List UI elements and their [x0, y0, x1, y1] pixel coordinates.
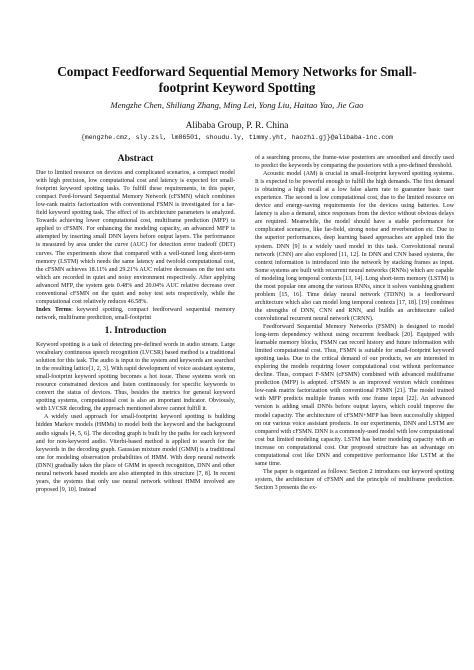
intro-paragraph-4: Acoustic model (AM) is crucial in small-footprint keyword spotting systems. It is expected to be powerful enough to fulfill the high demands. The first demand is obtaining a high recall at a low false alarm rate to guarantee basic user experience. The second is low computational cost, due to the limited resource on device and energy-saving requirements for the devices using batteries. Low latency is also a demand, since responses from the device without obvious delays are required. Meanwhile, the model should have a stable performance for complicated scenarios, like far-field, strong noise and reverberation etc. Due to the superior performances, deep learning based approaches are applied into the system. DNN [9] is a widely used model in this task. Convolutional neural network (CNN) are also explored [11, 12]. In DNN and CNN based systems, the context information is introduced into the network by stacking frames as input. Some systems are built with recurrent neural networks (RNNs) which are capable of modeling long temporal contexts [13, 14]. Long short-term memory (LSTM) is the most popular one among the various RNNs, since it solves vanishing gradient problem [15, 16]. Time delay neural network (TDNN) is a feedforward architecture which also can model long temporal contexts [17, 18]. [19] combines the strengths of DNN, CNN and RNN, and builds an architecture called convolutional recurrent neural network (CRNN).: [255, 171, 454, 322]
intro-paragraph-1: Keyword spotting is a task of detecting pre-defined words in audio stream. Large vocabulary continuous speech recognition (LVCSR) based method is a traditional solution for this task. The audio is input to the system and keywords are searched in the resulting lattice[1, 2, 3]. With rapid development of voice assistant systems, small-footprint keyword spotting becomes a hot issue. These systems work on resource constrained devices and listen continuously for specific keywords to convert the status of devices. Thus, besides the metrics for general keyword spotting systems, computational cost is also an important indicator. Obviously, with LVCSR decoding, the approach mentioned above cannot fulfill it.: [36, 341, 235, 413]
author-emails: {mengzhe.cmz, sly.zsl, lm86501, shoudu.ly, timmy.yht, haozhi.gj}@alibaba-inc.com: [80, 134, 394, 141]
paper-title: Compact Feedforward Sequential Memory Networks for Small-footprint Keyword Spotting: [57, 64, 417, 95]
intro-paragraph-3: of a searching process, the frame-wise posteriors are smoothed and directly used to predict the keywords by comparing the posteriors with a pre-defined threshold.: [255, 155, 454, 170]
intro-paragraph-2: A widely used approach for small-footprint keyword spotting is building hidden Markov models (HMMs) to model both the keyword and the background audio signals [4, 5, 6]. The decoding graph is built by the paths for each keyword and for non-keyword audio. Viterbi-based method is applied to search for the keywords in the decoding graph. Gaussian mixture model (GMM) is a traditional one for modeling observation probabilities of HMM. With deep neural network (DNN) gradually takes the place of GMM in speech recognition, DNN and other neural network based models are also attempted in this structure [7, 8]. In recent years, the systems that only use neural network without HMM involved are proposed [9, 10]. Instead: [36, 414, 235, 493]
index-terms-text: : keyword spotting, compact feedforward sequential memory network, multiframe prediction, small-footprint: [36, 306, 235, 321]
right-column: [255, 154, 454, 492]
introduction-heading: 1. Introduction: [104, 324, 167, 336]
left-column: [36, 154, 235, 494]
author-list: Mengzhe Chen, Shiliang Zhang, Ming Lei, Yong Liu, Haitao Yao, Jie Gao: [110, 100, 364, 110]
index-terms-label: Index Terms: [36, 306, 72, 313]
affiliation: Alibaba Group, P. R. China: [185, 121, 289, 131]
intro-paragraph-6: The paper is organized as follows: Section 2 introduces our keyword spotting system, the architecture of cFSMN and the principle of multiframe prediction. Section 3 presents the ex-: [255, 468, 454, 491]
intro-paragraph-5: Feedforward Sequential Memory Networks (FSMN) is designed to model long-term dependency without using recurrent feedback [20]. Equipped with learnable memory blocks, FSMN can record history and future information with limited computational cost. Thus, FSMN is suitable for small-footprint keyword spotting tasks. Due to the critical demand of our products, we are interested in exploring the models requiring lower computational cost without performance decline. Thus, compact F-SMN (cFSMN) combined with advanced multiframe prediction (MFP) is adopted. cFSMN is an improved version which combines low-rank matrix factorization with conventional FSMN [21]. The model trained with MFP predicts multiple frames with one frame input [22]. An advanced version is adding small DNNs before output layers, which could improve the model capacity. The architecture of cFSMN+MFP has been successfully shipped on our various voice assistant products. In our experiments, DNN and LSTM are compared with cFSMN. DNN is a commonly-used model with low computational cost but limited modeling capacity. LSTM has better modeling capacity with an increase on computational cost. Our proposed structure has an advantage on computational cost like DNN and competitive performance like LSTM at the same time.: [255, 323, 454, 467]
abstract-heading: Abstract: [117, 153, 154, 164]
index-terms: [36, 306, 235, 322]
abstract-text: Due to limited resource on devices and complicated scenarios, a compact model with high precision, low computational cost and latency is expected for small-footprint keyword spotting tasks. To fulfill these requirements, in this paper, compact Feed-forward Sequential Memory Network (cFSMN) which combines low-rank matrix factorization with conventional FSMN is investigated for a far-field keyword spotting task. The effect of its architecture parameters is analyzed. Towards achieving lower computational cost, multiframe prediction (MFP) is applied to cFSMN. For enhancing the modeling capacity, an advanced MFP is attempted by inserting small DNN layers before output layers. The performance is measured by area under the curve (AUC) for detection error tradeoff (DET) curves. The experiments show that compared with a well-tuned long short-term memory (LSTM) which needs the same latency and twofold computational cost, the cFSMN achieves 18.11% and 29.21% AUC relative decreases on the test sets which are recorded in quiet and noisy environment respectively. After applying advanced MFP, the system gets 0.48% and 20.04% AUC relative decrease over conventional cFSMN on the quiet and noisy test sets respectively, while the computational cost relatively reduces 46.58%.: [36, 170, 235, 305]
